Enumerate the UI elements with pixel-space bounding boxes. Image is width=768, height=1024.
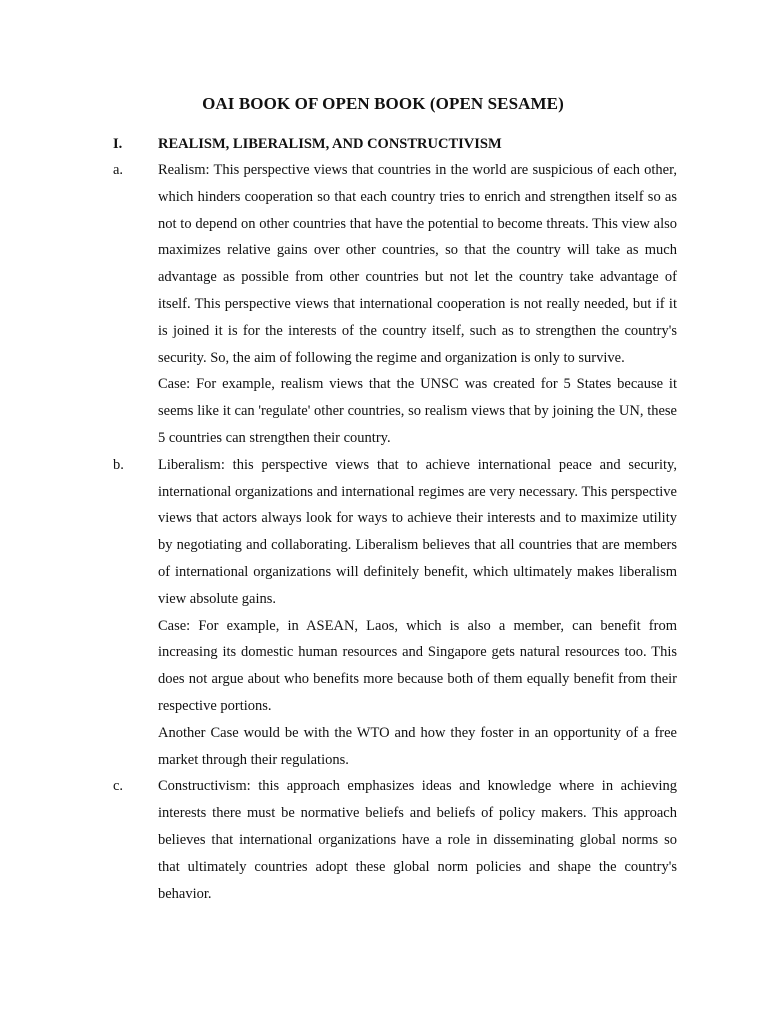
section-number: I. — [113, 136, 123, 152]
section-heading: REALISM, LIBERALISM, AND CONSTRUCTIVISM — [158, 136, 502, 152]
paragraph: Realism: This perspective views that countries in the world are suspicious of each other, which hinders cooperation so that each country tries to enrich and strengthen itself so as not to depend on other countries that have the potential to become threats. This view also maximizes relative gains over other countries, so that the country will take as much advantage as possible from other countries but not let the country take advantage of itself. This perspective views that international cooperation is not really needed, but if it is joined it is for the interests of the country itself, such as to strengthen the country's security. So, the aim of following the regime and organization is only to survive. — [158, 162, 677, 366]
document-title: OAI BOOK OF OPEN BOOK (OPEN SESAME) — [202, 94, 564, 113]
item-body — [158, 452, 677, 774]
section-header — [113, 133, 678, 155]
list-item-constructivism — [113, 773, 678, 907]
item-letter: b. — [113, 456, 124, 473]
item-body — [158, 157, 677, 452]
paragraph: Another Case would be with the WTO and how they foster in an opportunity of a free market through their regulations. — [158, 724, 677, 768]
item-body — [158, 773, 677, 907]
paragraph: Case: For example, realism views that the UNSC was created for 5 States because it seems like it can 'regulate' other countries, so realism views that by joining the UN, these 5 countries can strengthen their country. — [158, 376, 677, 446]
paragraph: Case: For example, in ASEAN, Laos, which is also a member, can benefit from increasing its domestic human resources and Singapore gets natural resources too. This does not argue about who benefits more because both of them equally benefit from their respective portions. — [158, 617, 677, 714]
item-letter: c. — [113, 778, 124, 795]
paragraph: Constructivism: this approach emphasizes ideas and knowledge where in achieving interests there must be normative beliefs and beliefs of policy makers. This approach believes that international organizations have a role in disseminating global norms so that ultimately countries adopt these global norm policies and shape the country's behavior. — [158, 778, 677, 902]
list-item-realism — [113, 157, 678, 452]
list-item-liberalism — [113, 452, 678, 774]
item-letter: a. — [113, 162, 124, 178]
paragraph: Liberalism: this perspective views that to achieve international peace and security, international organizations and international regimes are very necessary. This perspective views that actors always look for ways to achieve their interests and to maximize utility by negotiating and collaborating. Liberalism believes that all countries that are members of international organizations will definitely benefit, which ultimately makes liberalism view absolute gains. — [158, 456, 677, 607]
section-items — [113, 157, 678, 907]
